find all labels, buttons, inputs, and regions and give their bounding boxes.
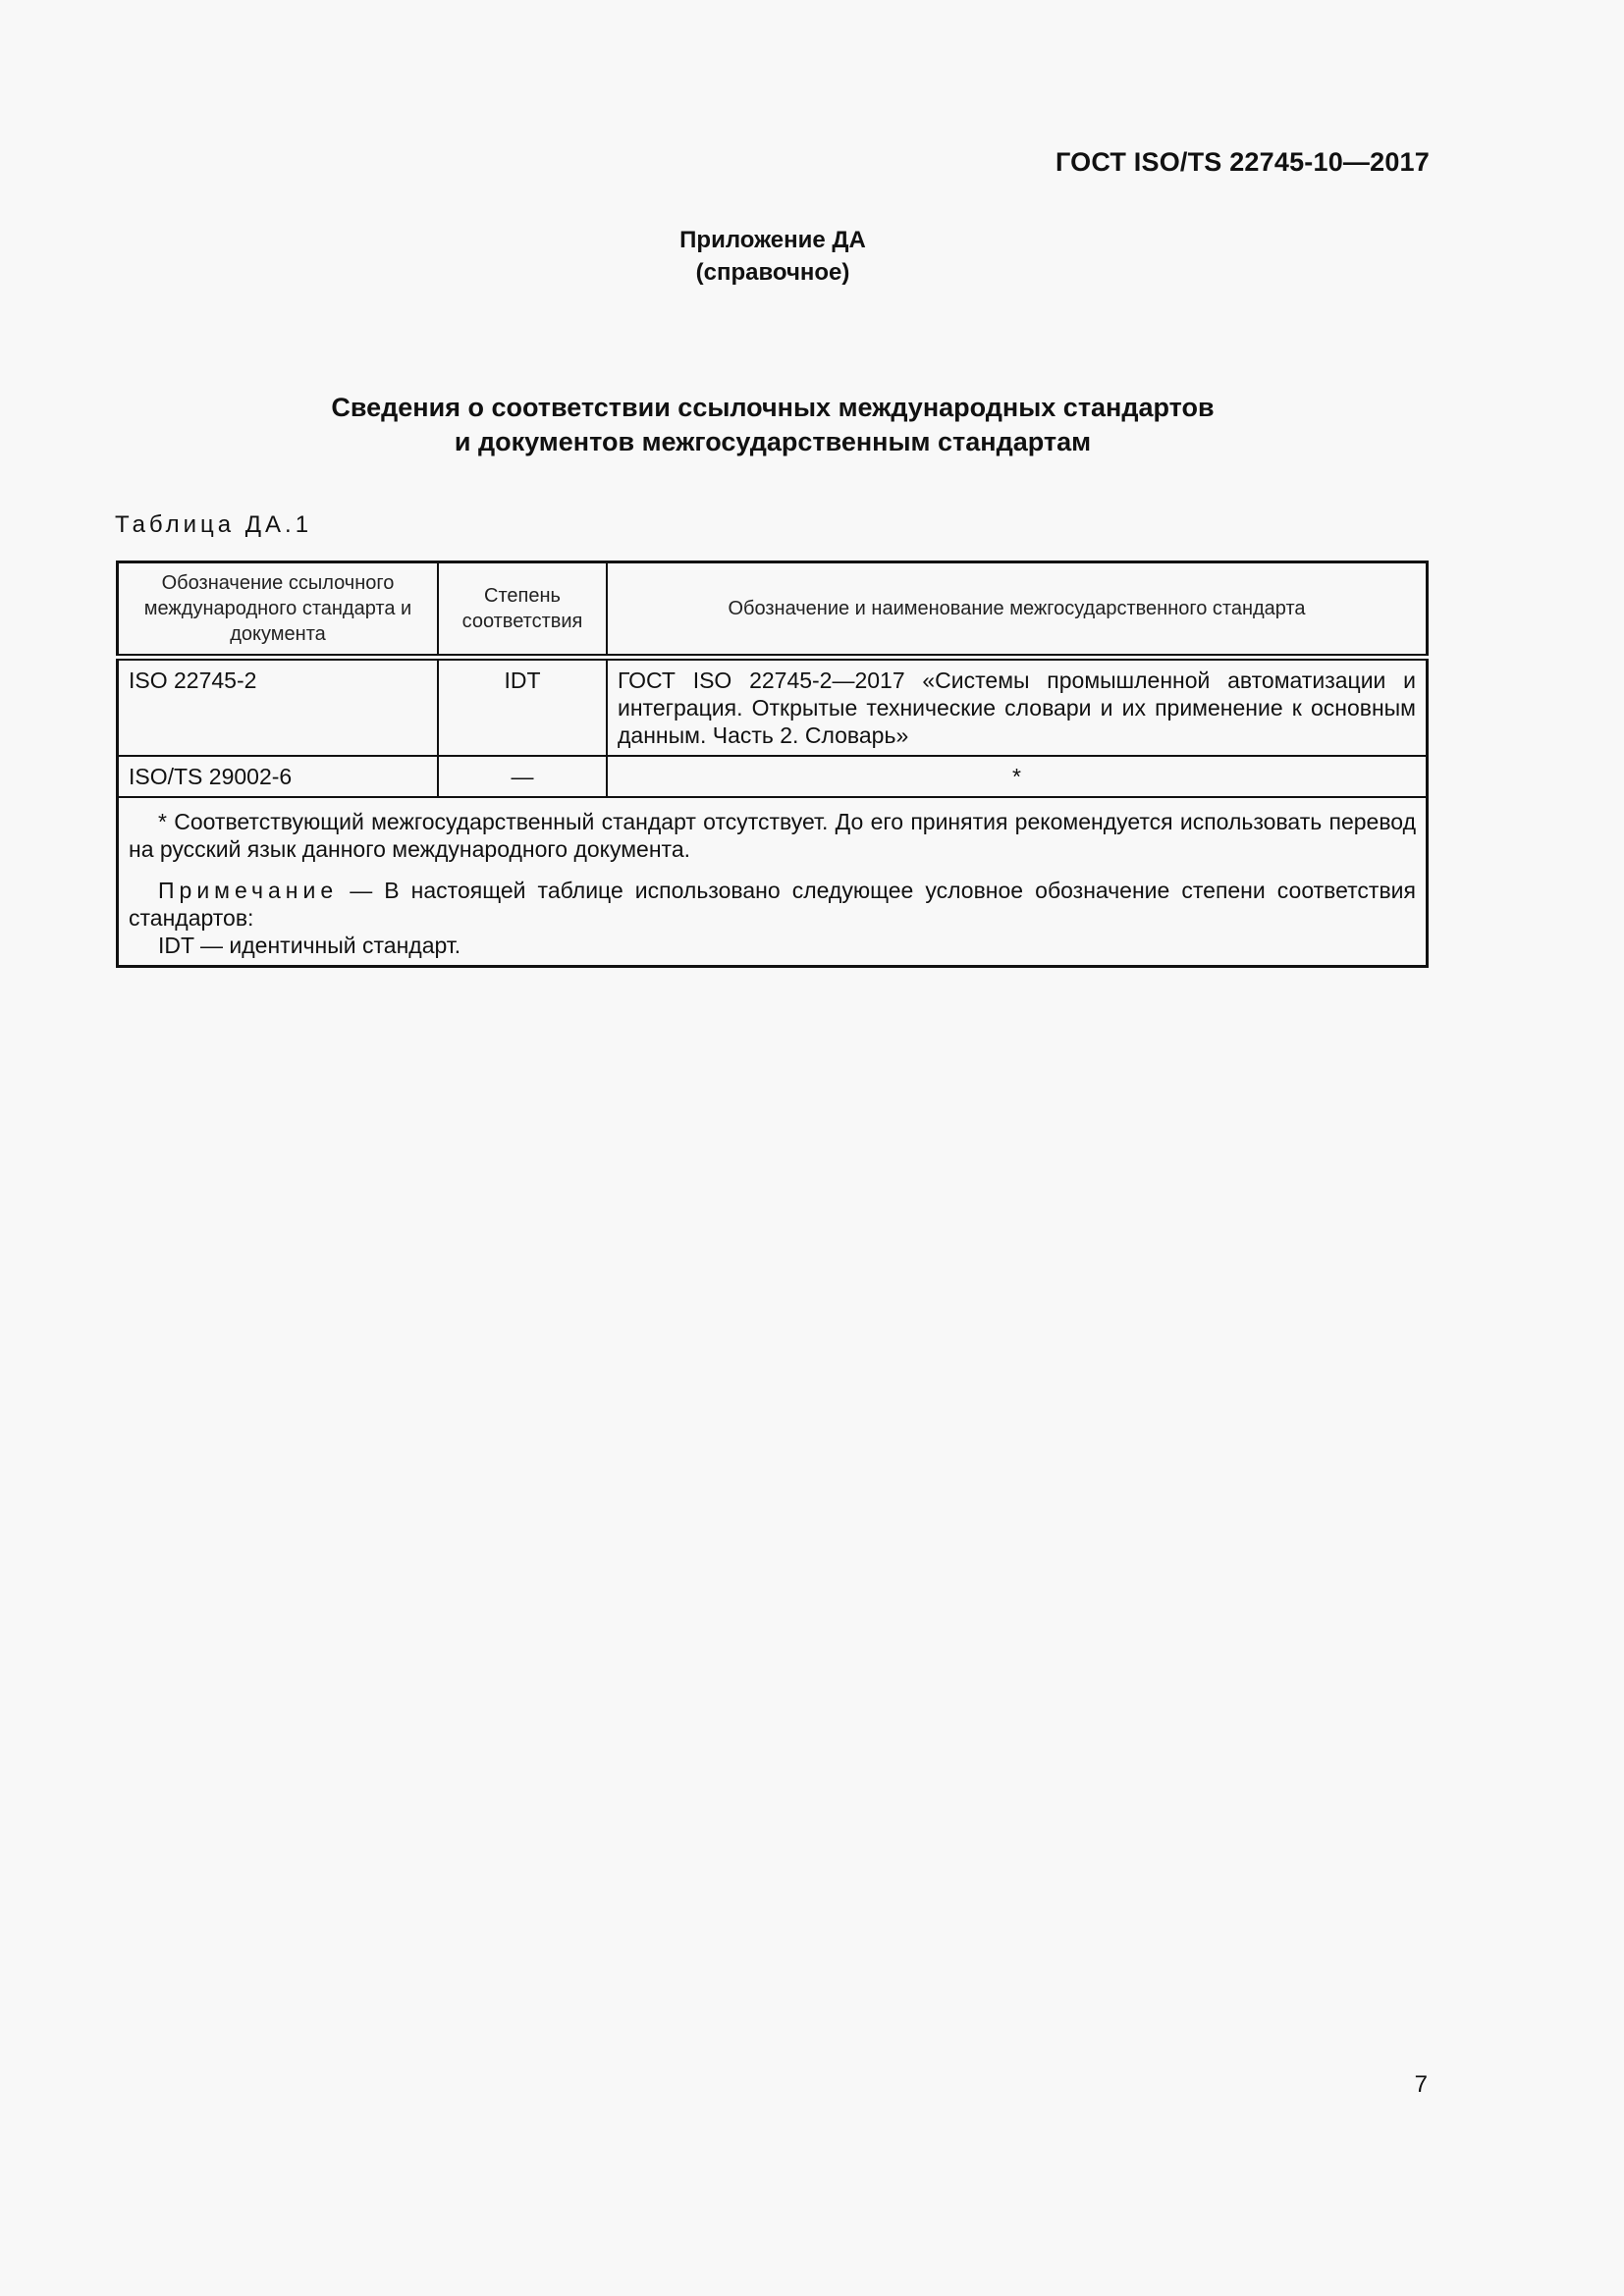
table-row [118, 756, 1428, 797]
note-text: — В настоящей таблице использовано следующее условное обозначение степени соответствия стандартов: [129, 878, 1416, 931]
section-title-line-2: и документов межгосударственным стандартам [454, 427, 1092, 456]
header-degree: Степень соответствия [438, 562, 607, 658]
page-number: 7 [1414, 2071, 1428, 2098]
header-ref-standard: Обозначение ссылочного международного стандарта и документа [118, 562, 439, 658]
appendix-subtitle: (справочное) [695, 259, 850, 286]
appendix-title: Приложение ДА [679, 227, 866, 253]
cell-ref: ISO/TS 29002-6 [118, 756, 439, 797]
table-footnote: * Соответствующий межгосударственный стандарт отсутствует. До его принятия рекомендуется использовать перевод на русский язык данного международного документа. [129, 809, 1416, 862]
cell-ref: ISO 22745-2 [118, 658, 439, 757]
appendix-heading [0, 224, 1545, 289]
table-note [129, 877, 1416, 932]
cell-name: ГОСТ ISO 22745-2—2017 «Системы промышленной автоматизации и интеграция. Открытые технические словари и их применение к основным данным. Часть 2. Словарь» [607, 658, 1428, 757]
header-interstate-standard: Обозначение и наименование межгосударственного стандарта [607, 562, 1428, 658]
table-footer-row [118, 797, 1428, 967]
table-header-row [118, 562, 1428, 658]
section-title-line-1: Сведения о соответствии ссылочных международных стандартов [331, 393, 1215, 422]
note-item: IDT — идентичный стандарт. [158, 933, 461, 958]
section-title [0, 391, 1545, 459]
table-caption: Таблица ДА.1 [115, 511, 313, 538]
cell-name: * [607, 756, 1428, 797]
cell-degree: — [438, 756, 607, 797]
cell-degree: IDT [438, 658, 607, 757]
table-row [118, 658, 1428, 757]
note-label: Примечание [158, 878, 339, 903]
standards-correspondence-table [116, 561, 1429, 968]
document-code: ГОСТ ISO/TS 22745-10—2017 [1056, 147, 1430, 177]
table-footer-cell [118, 797, 1428, 967]
